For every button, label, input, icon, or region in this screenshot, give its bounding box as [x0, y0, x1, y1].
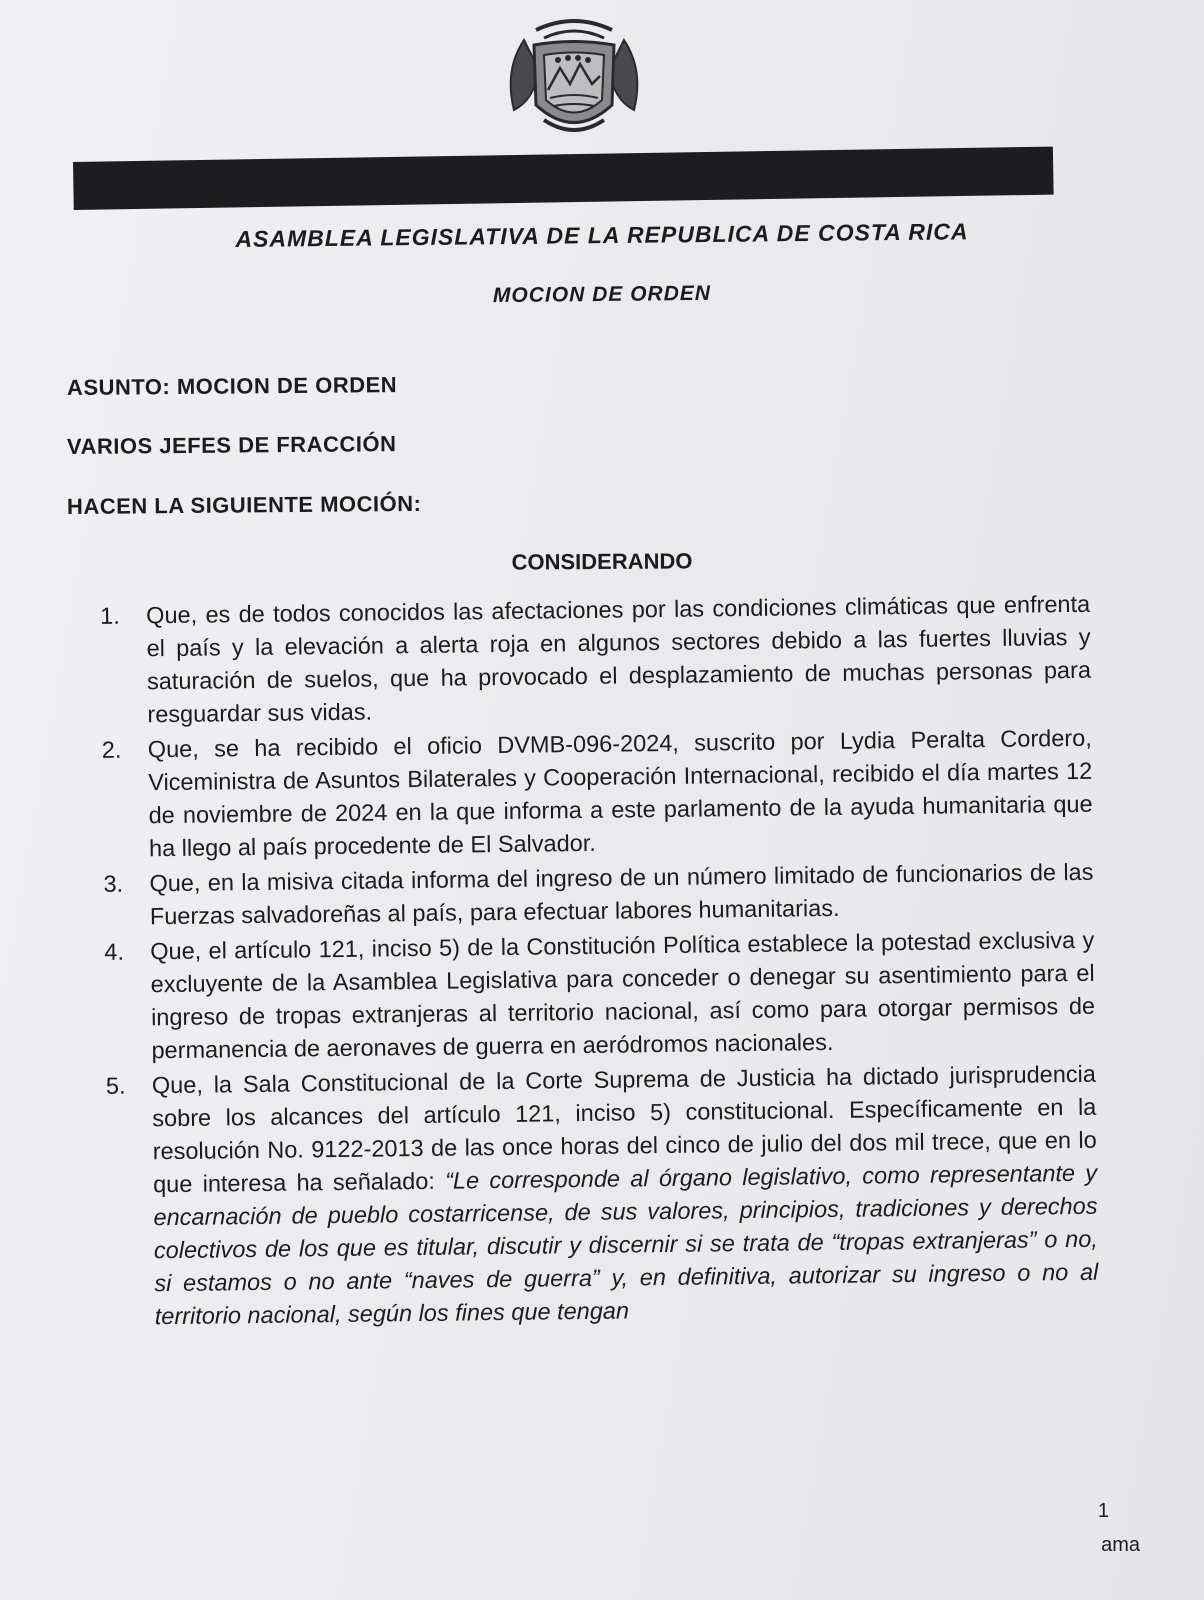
subject-line: ASUNTO: MOCION DE ORDEN [66, 372, 398, 400]
document-type-title: MOCION DE ORDEN [492, 281, 712, 308]
item-number: 3. [103, 870, 124, 897]
page-number: 1 [1097, 1500, 1109, 1522]
item-number: 1. [100, 602, 120, 629]
list-item [94, 924, 1096, 1068]
item-text: Que, el artículo 121, inciso 5) de la Constitución Política establece la potestad exclusiva y excluyente de la Asamblea Legislativa para conceder o denegar su asentimiento para el ingreso de tropas extranjeras al territorio nacional, así como para otorgar permisos de permanencia de aeronaves de guerra en aeródromos nacionales. [150, 926, 1096, 1064]
item-text: Que, es de todos conocidos las afectaciones por las condiciones climáticas que enfrenta el país y la elevación a alerta roja en algunos sectores debido a las fuertes lluvias y saturación de suelos, que ha provocado el desplazamiento de muchas personas para resguardar sus vidas. [146, 590, 1092, 728]
considerando-list [90, 588, 1099, 1336]
proponents-line: VARIOS JEFES DE FRACCIÓN [66, 431, 397, 459]
list-item [90, 588, 1092, 732]
item-text-container [152, 1058, 1099, 1334]
footer-initials: ama [1101, 1534, 1140, 1556]
item-number: 5. [105, 1072, 126, 1099]
item-number: 2. [101, 736, 122, 763]
item-number: 4. [104, 938, 125, 965]
jurisprudence-quote: “Le corresponde al órgano legislativo, como representante y encarnación de pueblo costarricense, de sus valores, principios, tradiciones y derechos colectivos de los que es titular, discutir y discernir si se trata de “tropas extranjeras” o no, si estamos o no ante “naves de guerra” y, en definitiva, autorizar su ingreso o no al territorio nacional, según los fines que tengan [153, 1159, 1099, 1330]
item-text: Que, en la misiva citada informa del ingreso de un número limitado de funcionarios de las Fuerzas salvadoreñas al país, para efectuar labores humanitarias. [149, 858, 1094, 930]
motion-intro-line: HACEN LA SIGUIENTE MOCIÓN: [66, 490, 422, 519]
list-item [92, 722, 1094, 866]
header-divider-bar [73, 147, 1054, 210]
institution-title: ASAMBLEA LEGISLATIVA DE LA REPUBLICA DE COSTA RICA [235, 218, 969, 252]
item-text: Que, se ha recibido el oficio DVMB-096-2024, suscrito por Lydia Peralta Cordero, Viceministra de Asuntos Bilaterales y Cooperación Internacional, recibido el día martes 12 de noviembre de 2024 en la que informa a este parlamento de la ayuda humanitaria que ha llego al país procedente de El Salvador. [147, 724, 1093, 862]
list-item [93, 856, 1094, 934]
coat-of-arms-seal [484, 10, 664, 150]
item-text: Que, la Sala Constitucional de la Corte Suprema de Justicia ha dictado jurisprudencia sobre los alcances del artículo 121, inciso 5) constitucional. Específicamente en la resolución No. 9122-2013 de las once horas del cinco de julio del dos mil trece, que en lo que interesa ha señalado: [151, 1060, 1097, 1198]
list-item [96, 1058, 1099, 1334]
considerando-heading: CONSIDERANDO [511, 548, 693, 575]
